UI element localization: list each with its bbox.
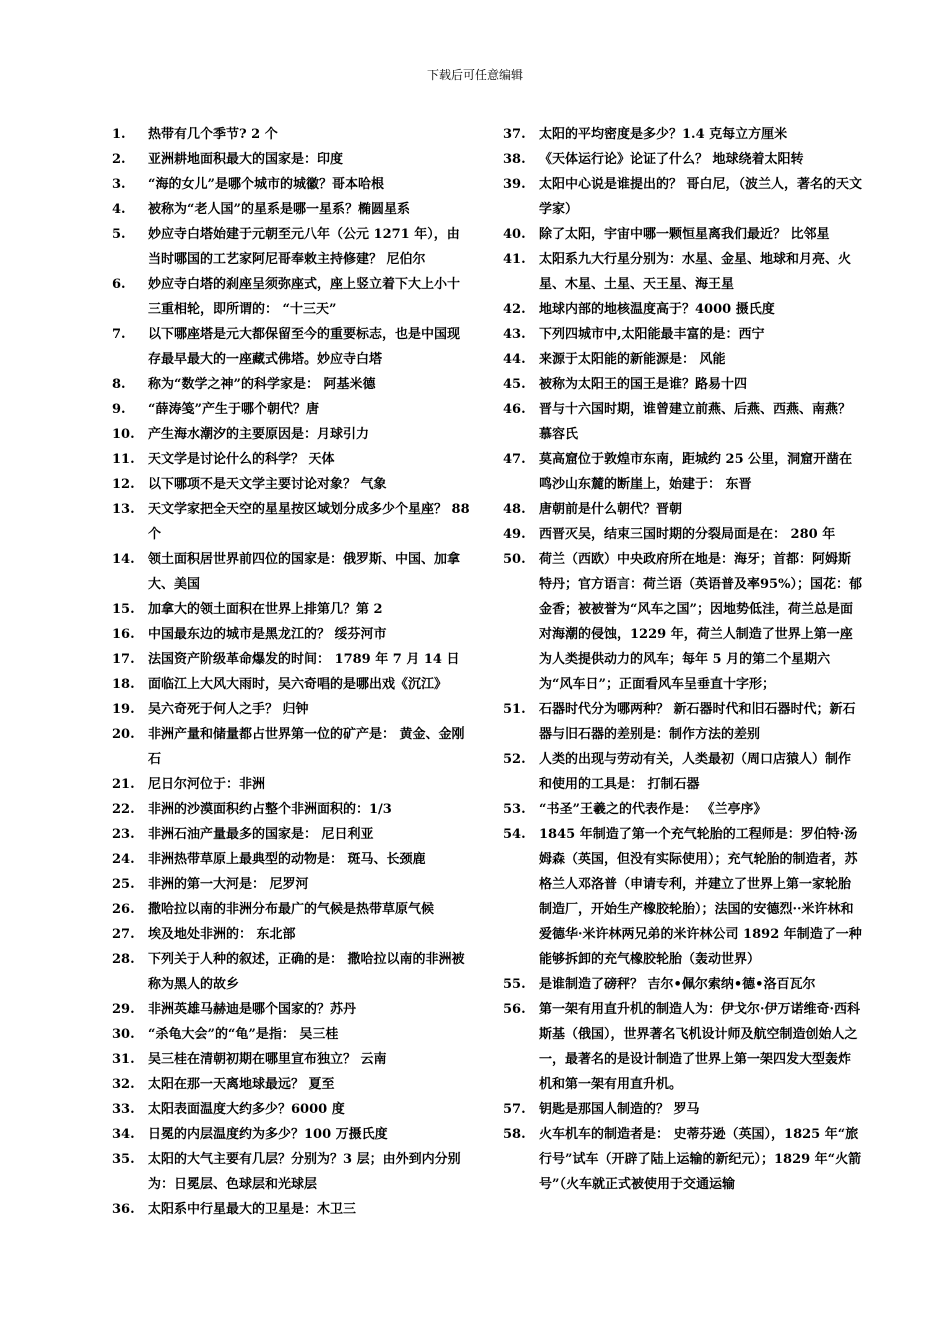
item-text: 太阳的大气主要有几层？分别为？3 层；由外到内分别为：日冕层、色球层和光球层 — [148, 1152, 461, 1192]
item-text: 埃及地处非洲的： 东北部 — [148, 927, 296, 942]
list-item — [112, 822, 472, 847]
item-number: 48. — [503, 502, 526, 517]
item-number: 2. — [112, 152, 126, 167]
item-text: 《天体运行论》论证了什么？ 地球绕着太阳转 — [539, 152, 804, 167]
item-number: 45. — [503, 377, 526, 392]
item-number: 7. — [112, 327, 126, 342]
item-text: 日冕的内层温度约为多少？100 万摄氏度 — [148, 1127, 388, 1142]
item-text: 莫高窟位于敦煌市东南，距城约 25 公里，洞窟开凿在鸣沙山东麓的断崖上，始建于： 东晋 — [539, 452, 853, 492]
list-item — [112, 222, 472, 272]
item-text: 人类的出现与劳动有关，人类最初（周口店猿人）制作和使用的工具是： 打制石器 — [539, 752, 852, 792]
list-item — [112, 272, 472, 322]
list-item — [503, 1097, 863, 1122]
item-text: 钥匙是那国人制造的？ 罗马 — [539, 1102, 700, 1117]
item-number: 38. — [503, 152, 526, 167]
list-item — [503, 147, 863, 172]
list-item — [112, 772, 472, 797]
list-item — [112, 1122, 472, 1147]
item-number: 16. — [112, 627, 135, 642]
item-number: 51. — [503, 702, 526, 717]
item-number: 41. — [503, 252, 526, 267]
item-number: 5. — [112, 227, 126, 242]
list-item — [112, 397, 472, 422]
list-item — [112, 922, 472, 947]
item-text: 非洲的沙漠面积约占整个非洲面积的：1/3 — [148, 802, 392, 817]
item-number: 15. — [112, 602, 135, 617]
item-number: 28. — [112, 952, 135, 967]
list-item — [112, 672, 472, 697]
item-text: 吴三桂在清朝初期在哪里宣布独立？ 云南 — [148, 1052, 387, 1067]
list-item — [112, 472, 472, 497]
item-number: 54. — [503, 827, 526, 842]
item-number: 32. — [112, 1077, 135, 1092]
item-text: “书圣”王羲之的代表作是： 《兰亭序》 — [539, 802, 767, 817]
item-number: 33. — [112, 1102, 135, 1117]
item-text: 太阳中心说是谁提出的？ 哥白尼，（波兰人，著名的天文学家） — [539, 177, 863, 217]
item-number: 50. — [503, 552, 526, 567]
item-text: 石器时代分为哪两种？ 新石器时代和旧石器时代；新石器与旧石器的差别是：制作方法的差别 — [539, 702, 856, 742]
list-item — [112, 1022, 472, 1047]
list-item — [503, 522, 863, 547]
item-text: 第一架有用直升机的制造人为：伊戈尔·伊万诺维奇·西科斯基（俄国），世界著名飞机设计师及航空制造创始人之一，最著名的是设计制造了世界上第一架四发大型轰炸机和第一架有用直升机。 — [539, 1002, 861, 1092]
item-number: 29. — [112, 1002, 135, 1017]
page-header: 下载后可任意编辑 — [426, 68, 523, 82]
item-number: 34. — [112, 1127, 135, 1142]
item-text: 妙应寺白塔的刹座呈须弥座式，座上竖立着下大上小十三重相轮，即所谓的： “十三天” — [148, 277, 461, 317]
item-number: 12. — [112, 477, 135, 492]
list-item — [112, 372, 472, 397]
item-text: 撒哈拉以南的非洲分布最广的气候是热带草原气候 — [148, 902, 435, 917]
list-item — [112, 1197, 472, 1222]
item-number: 42. — [503, 302, 526, 317]
item-text: 天文学家把全天空的星星按区域划分成多少个星座？ 88 个 — [148, 502, 470, 542]
item-text: 是谁制造了磅秤？ 吉尔•佩尔索纳•德•洛百瓦尔 — [539, 977, 816, 992]
list-item — [112, 872, 472, 897]
item-text: 荷兰（西欧）中央政府所在地是：海牙；首都：阿姆斯特丹；官方语言：荷兰语（英语普及率95%）；国花：郁金香；被被誉为“风车之国”；因地势低洼，荷兰总是面对海潮的侵蚀，1229 年，荷兰人制造了世界上第一座为人类提供动力的风车；每年 5 月的第二个星期六为“风车日”；正面看风车呈垂直十字形； — [539, 552, 862, 692]
list-item — [112, 797, 472, 822]
item-number: 19. — [112, 702, 135, 717]
item-number: 30. — [112, 1027, 135, 1042]
item-text: 晋与十六国时期，谁曾建立前燕、后燕、西燕、南燕？ 慕容氏 — [539, 402, 852, 442]
item-text: 非洲热带草原上最典型的动物是： 斑马、长颈鹿 — [148, 852, 426, 867]
item-text: 非洲英雄马赫迪是哪个国家的？苏丹 — [148, 1002, 357, 1017]
item-number: 55. — [503, 977, 526, 992]
item-number: 43. — [503, 327, 526, 342]
item-number: 31. — [112, 1052, 135, 1067]
item-text: 非洲石油产量最多的国家是： 尼日利亚 — [148, 827, 374, 842]
item-number: 24. — [112, 852, 135, 867]
list-item — [503, 372, 863, 397]
item-text: 太阳表面温度大约多少？6000 度 — [148, 1102, 345, 1117]
item-text: 唐朝前是什么朝代？晋朝 — [539, 502, 683, 517]
list-item — [503, 497, 863, 522]
item-text: 法国资产阶级革命爆发的时间： 1789 年 7 月 14 日 — [148, 652, 460, 667]
list-item — [112, 172, 472, 197]
item-text: 来源于太阳能的新能源是： 风能 — [539, 352, 726, 367]
list-item — [503, 547, 863, 697]
item-text: 西晋灭吴，结束三国时期的分裂局面是在： 280 年 — [539, 527, 836, 542]
list-item — [112, 722, 472, 772]
list-item — [112, 647, 472, 672]
list-item — [112, 1072, 472, 1097]
list-item — [112, 847, 472, 872]
item-text: 领土面积居世界前四位的国家是：俄罗斯、中国、加拿大、美国 — [148, 552, 461, 592]
list-item — [503, 972, 863, 997]
item-text: 中国最东边的城市是黑龙江的？ 绥芬河市 — [148, 627, 387, 642]
list-item — [503, 247, 863, 297]
list-item — [503, 697, 863, 747]
list-item — [503, 1122, 863, 1197]
item-number: 39. — [503, 177, 526, 192]
item-number: 14. — [112, 552, 135, 567]
list-item — [112, 122, 472, 147]
item-text: 太阳系九大行星分别为：水星、金星、地球和月亮、火星、木星、土星、天王星、海王星 — [539, 252, 852, 292]
item-number: 47. — [503, 452, 526, 467]
item-number: 20. — [112, 727, 135, 742]
item-text: 以下哪项不是天文学主要讨论对象？ 气象 — [148, 477, 387, 492]
item-number: 13. — [112, 502, 135, 517]
item-number: 56. — [503, 1002, 526, 1017]
item-number: 35. — [112, 1152, 135, 1167]
item-text: 天文学是讨论什么的科学？ 天体 — [148, 452, 335, 467]
item-text: 下列四城市中,太阳能最丰富的是：西宁 — [539, 327, 765, 342]
list-item — [112, 597, 472, 622]
list-item — [112, 1047, 472, 1072]
item-number: 18. — [112, 677, 135, 692]
item-number: 21. — [112, 777, 135, 792]
list-item — [112, 622, 472, 647]
item-number: 25. — [112, 877, 135, 892]
item-text: 热带有几个季节? 2 个 — [148, 127, 278, 142]
item-text: 亚洲耕地面积最大的国家是：印度 — [148, 152, 344, 167]
item-number: 46. — [503, 402, 526, 417]
list-item — [503, 122, 863, 147]
item-number: 1. — [112, 127, 126, 142]
right-column — [503, 122, 863, 1197]
item-number: 23. — [112, 827, 135, 842]
item-number: 27. — [112, 927, 135, 942]
list-item — [503, 397, 863, 447]
item-number: 26. — [112, 902, 135, 917]
item-number: 57. — [503, 1102, 526, 1117]
item-text: 尼日尔河位于：非洲 — [148, 777, 266, 792]
list-item — [112, 997, 472, 1022]
item-text: 太阳在那一天离地球最远？ 夏至 — [148, 1077, 335, 1092]
list-item — [112, 1147, 472, 1197]
left-column — [112, 122, 472, 1222]
list-item — [503, 797, 863, 822]
item-number: 52. — [503, 752, 526, 767]
item-text: 太阳的平均密度是多少？1.4 克每立方厘米 — [539, 127, 788, 142]
item-text: “杀龟大会”的“龟”是指： 吴三桂 — [148, 1027, 339, 1042]
item-text: 妙应寺白塔始建于元朝至元八年（公元 1271 年），由当时哪国的工艺家阿尼哥奉敕主持修建？ 尼伯尔 — [148, 227, 460, 267]
list-item — [112, 197, 472, 222]
item-text: 下列关于人种的叙述，正确的是： 撒哈拉以南的非洲被称为黑人的故乡 — [148, 952, 465, 992]
list-item — [112, 547, 472, 597]
item-number: 58. — [503, 1127, 526, 1142]
list-item — [503, 322, 863, 347]
item-number: 49. — [503, 527, 526, 542]
item-number: 44. — [503, 352, 526, 367]
list-item — [503, 822, 863, 972]
list-item — [112, 147, 472, 172]
item-text: 除了太阳，宇宙中哪一颗恒星离我们最近？ 比邻星 — [539, 227, 830, 242]
item-text: 以下哪座塔是元大都保留至今的重要标志，也是中国现存最早最大的一座藏式佛塔。妙应寺白塔 — [148, 327, 461, 367]
item-text: 地球内部的地核温度高于？4000 摄氏度 — [539, 302, 775, 317]
item-number: 37. — [503, 127, 526, 142]
item-text: 非洲产量和储量都占世界第一位的矿产是： 黄金、金刚石 — [148, 727, 465, 767]
item-text: 太阳系中行星最大的卫星是：木卫三 — [148, 1202, 357, 1217]
item-number: 17. — [112, 652, 135, 667]
list-item — [503, 297, 863, 322]
list-item — [112, 947, 472, 997]
item-number: 11. — [112, 452, 135, 467]
item-number: 9. — [112, 402, 126, 417]
list-item — [112, 322, 472, 372]
item-text: 加拿大的领土面积在世界上排第几？第 2 — [148, 602, 383, 617]
list-item — [112, 422, 472, 447]
list-item — [503, 172, 863, 222]
item-number: 53. — [503, 802, 526, 817]
list-item — [503, 447, 863, 497]
list-item — [503, 222, 863, 247]
item-number: 6. — [112, 277, 126, 292]
item-number: 36. — [112, 1202, 135, 1217]
item-text: 1845 年制造了第一个充气轮胎的工程师是：罗伯特·汤姆森（英国，但没有实际使用）；充气轮胎的制造者，苏格兰人邓洛普（申请专利，并建立了世界上第一家轮胎制造厂，开始生产橡胶轮胎）；法国的安德烈··米许林和爱德华·米许林两兄弟的米许林公司 1892 年制造了一种能够拆卸的充气橡胶轮胎（轰动世界） — [539, 827, 862, 967]
list-item — [112, 897, 472, 922]
item-text: 非洲的第一大河是： 尼罗河 — [148, 877, 309, 892]
item-text: “薛涛笺”产生于哪个朝代？唐 — [148, 402, 319, 417]
item-number: 3. — [112, 177, 126, 192]
item-text: 吴六奇死于何人之手？ 归钟 — [148, 702, 309, 717]
item-text: 产生海水潮汐的主要原因是：月球引力 — [148, 427, 370, 442]
item-number: 40. — [503, 227, 526, 242]
list-item — [112, 447, 472, 472]
item-text: 称为“数学之神”的科学家是： 阿基米德 — [148, 377, 376, 392]
item-number: 22. — [112, 802, 135, 817]
item-number: 4. — [112, 202, 126, 217]
list-item — [112, 1097, 472, 1122]
list-item — [112, 497, 472, 547]
item-text: 火车机车的制造者是： 史蒂芬逊（英国），1825 年“旅行号”试车（开辟了陆上运输的新纪元）；1829 年“火箭号”（火车就正式被使用于交通运输 — [539, 1127, 862, 1192]
item-text: 被称为太阳王的国王是谁？路易十四 — [539, 377, 748, 392]
item-number: 8. — [112, 377, 126, 392]
list-item — [503, 997, 863, 1097]
list-item — [503, 747, 863, 797]
list-item — [112, 697, 472, 722]
item-number: 10. — [112, 427, 135, 442]
item-text: “海的女儿”是哪个城市的城徽？哥本哈根 — [148, 177, 384, 192]
item-text: 被称为“老人国”的星系是哪一星系？椭圆星系 — [148, 202, 410, 217]
item-text: 面临江上大风大雨时，吴六奇唱的是哪出戏《沉江》 — [148, 677, 448, 692]
list-item — [503, 347, 863, 372]
